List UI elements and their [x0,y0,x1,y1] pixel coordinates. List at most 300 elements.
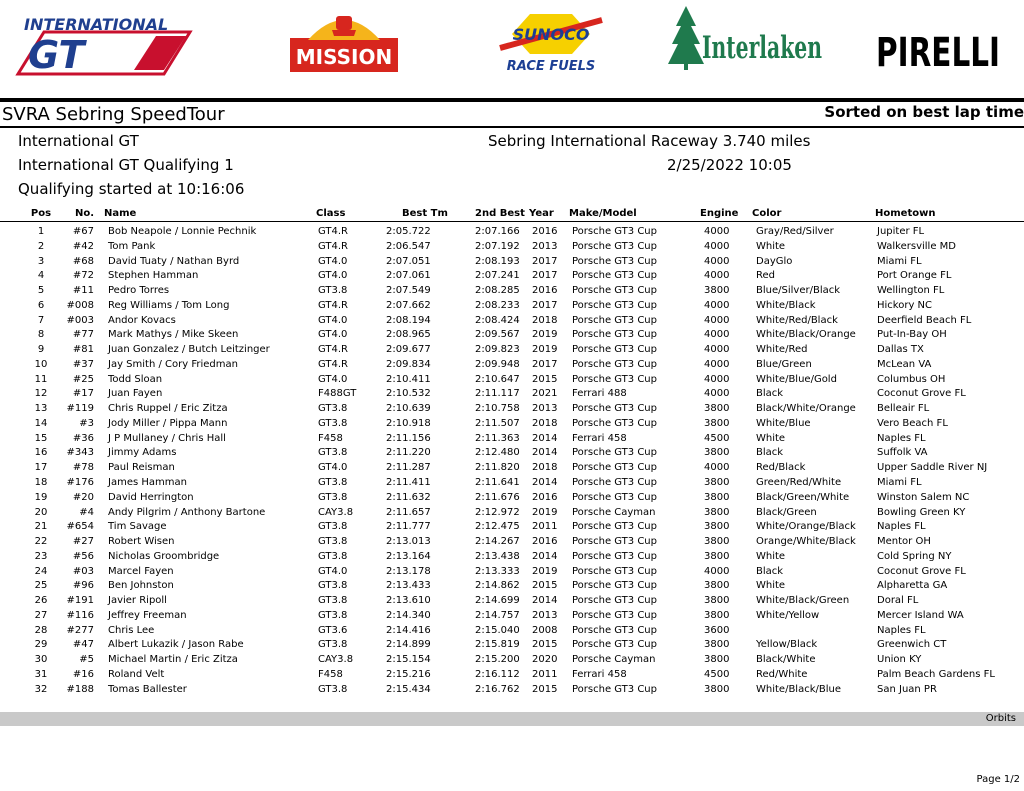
page-number: Page 1/2 [976,774,1020,785]
sunoco-logo [490,8,612,74]
cell-color: White [756,580,786,592]
cell-best2: 2:10.758 [475,403,520,415]
cell-make: Porsche Cayman [572,654,656,666]
cell-make: Porsche GT3 Cup [572,565,657,577]
cell-best: 2:13.164 [386,550,431,562]
cell-home: Walkersville MD [877,240,956,252]
pirelli-logo [872,8,1004,74]
cell-name: Tom Pank [108,240,156,252]
cell-home: Miami FL [877,477,922,489]
cell-best: 2:07.061 [386,270,431,282]
cell-color: Black/Green [756,506,817,518]
cell-best: 2:14.899 [386,639,431,651]
cell-engine: 3600 [704,624,730,636]
table-row [0,624,1024,639]
interlaken-logo [672,4,824,72]
table-row [0,446,1024,461]
cell-class: GT3.8 [318,491,348,503]
table-row [0,683,1024,698]
cell-engine: 4000 [704,344,730,356]
cell-best2: 2:14.757 [475,609,520,621]
cell-name: Stephen Hamman [108,270,199,282]
cell-color: Blue/Green [756,358,812,370]
cell-color: White/Black [756,299,816,311]
cell-engine: 3800 [704,536,730,548]
cell-best: 2:08.194 [386,314,431,326]
cell-color: Black/White [756,654,816,666]
cell-engine: 3800 [704,521,730,533]
cell-class: GT4.0 [318,255,348,267]
cell-name: David Tuaty / Nathan Byrd [108,255,240,267]
cell-engine: 3800 [704,506,730,518]
cell-make: Porsche GT3 Cup [572,344,657,356]
cell-year: 2020 [532,654,558,666]
cell-best2: 2:07.192 [475,240,520,252]
cell-best2: 2:08.424 [475,314,520,326]
cell-class: GT3.8 [318,403,348,415]
cell-make: Porsche GT3 Cup [572,595,657,607]
cell-home: Coconut Grove FL [877,565,966,577]
table-row [0,579,1024,594]
cell-pos: 13 [34,403,48,415]
cell-pos: 3 [37,255,45,267]
cell-home: Upper Saddle River NJ [877,462,988,474]
cell-class: GT3.8 [318,417,348,429]
cell-class: CAY3.8 [318,506,354,518]
cell-best2: 2:15.819 [475,639,520,651]
cell-year: 2017 [532,358,558,370]
sunoco-logo-wordmark: SUNOCO [512,25,590,44]
table-row [0,225,1024,240]
cell-engine: 3800 [704,403,730,415]
cell-name: James Hamman [108,477,187,489]
cell-year: 2017 [532,270,558,282]
header-top-rule [0,98,1024,102]
cell-year: 2015 [532,639,558,651]
cell-best: 2:11.411 [386,477,431,489]
cell-color: Black [756,565,784,577]
cell-best: 2:10.411 [386,373,431,385]
cell-home: Dallas TX [877,344,924,356]
cell-year: 2016 [532,536,558,548]
cell-pos: 31 [34,668,48,680]
table-row [0,358,1024,373]
cell-best: 2:11.777 [386,521,431,533]
cell-no: #008 [66,299,94,311]
cell-best2: 2:12.480 [475,447,520,459]
cell-engine: 3800 [704,609,730,621]
table-row [0,417,1024,432]
cell-best2: 2:07.166 [475,226,520,237]
cell-best2: 2:09.567 [475,329,520,341]
cell-best: 2:15.154 [386,654,431,666]
cell-color: White [756,432,786,444]
cell-class: GT4.0 [318,462,348,474]
cell-class: GT4.R [318,226,348,237]
cell-name: Paul Reisman [108,462,175,474]
table-row [0,387,1024,402]
cell-name: Tim Savage [108,521,167,533]
cell-best2: 2:16.112 [475,668,520,680]
cell-no: #191 [66,595,94,607]
cell-color: Red [756,270,775,282]
cell-color: White/Black/Orange [756,329,856,341]
cell-best: 2:14.340 [386,609,431,621]
col-best2: 2nd Best [475,208,525,219]
cell-class: GT3.8 [318,447,348,459]
cell-make: Porsche GT3 Cup [572,255,657,267]
cell-class: GT4.0 [318,373,348,385]
cell-best2: 2:11.676 [475,491,520,503]
cell-no: #5 [79,654,94,666]
cell-best2: 2:08.193 [475,255,520,267]
cell-year: 2014 [532,477,558,489]
cell-no: #11 [72,285,94,297]
cell-home: Doral FL [877,595,919,607]
col-make: Make/Model [569,208,637,219]
cell-home: Port Orange FL [877,270,952,282]
igt-logo-wordmark-main: GT [28,33,85,77]
cell-best: 2:06.547 [386,240,431,252]
cell-class: GT3.8 [318,580,348,592]
cell-pos: 20 [34,506,48,518]
table-row [0,491,1024,506]
cell-pos: 12 [34,388,48,400]
cell-no: #77 [72,329,94,341]
col-home: Hometown [875,208,936,219]
cell-make: Porsche GT3 Cup [572,639,657,651]
cell-best2: 2:08.233 [475,299,520,311]
cell-home: McLean VA [877,358,932,370]
cell-best: 2:09.677 [386,344,431,356]
cell-class: GT4.R [318,358,348,370]
cell-best: 2:11.156 [386,432,431,444]
event-title: SVRA Sebring SpeedTour [2,104,225,125]
cell-name: Reg Williams / Tom Long [108,299,230,311]
cell-best2: 2:14.862 [475,580,520,592]
cell-color: White/Yellow [756,609,820,621]
cell-engine: 4000 [704,565,730,577]
cell-name: Chris Lee [108,624,155,636]
cell-home: San Juan PR [877,683,937,695]
col-color: Color [752,208,782,219]
cell-color: White/Red [756,344,808,356]
table-row [0,638,1024,653]
cell-class: GT3.8 [318,683,348,695]
footer-bar [0,712,1024,726]
cell-pos: 15 [34,432,48,444]
cell-pos: 24 [34,565,48,577]
cell-best2: 2:16.762 [475,683,520,695]
cell-home: Belleair FL [877,403,930,415]
cell-year: 2017 [532,299,558,311]
cell-class: F458 [318,432,343,444]
cell-make: Porsche GT3 Cup [572,521,657,533]
cell-make: Porsche GT3 Cup [572,683,657,695]
cell-class: GT4.0 [318,270,348,282]
cell-best2: 2:14.267 [475,536,520,548]
cell-name: Jeffrey Freeman [108,609,187,621]
footer-brand: Orbits [985,713,1016,724]
session-start-time: Qualifying started at 10:16:06 [18,180,245,198]
cell-class: GT3.8 [318,477,348,489]
cell-name: David Herrington [108,491,194,503]
cell-home: Mentor OH [877,536,931,548]
cell-best2: 2:09.948 [475,358,520,370]
cell-pos: 32 [34,683,48,695]
cell-name: Robert Wisen [108,536,175,548]
cell-home: Coconut Grove FL [877,388,966,400]
cell-year: 2015 [532,683,558,695]
cell-make: Porsche GT3 Cup [572,240,657,252]
cell-engine: 3800 [704,417,730,429]
cell-pos: 18 [34,477,48,489]
cell-color: White/Orange/Black [756,521,856,533]
cell-year: 2016 [532,285,558,297]
cell-class: GT4.0 [318,329,348,341]
cell-no: #176 [66,477,94,489]
cell-best: 2:05.722 [386,226,431,237]
table-row [0,314,1024,329]
cell-pos: 19 [34,491,48,503]
cell-engine: 4500 [704,668,730,680]
cell-no: #42 [72,240,94,252]
cell-home: Bowling Green KY [877,506,966,518]
cell-pos: 26 [34,595,48,607]
cell-engine: 4000 [704,358,730,370]
cell-pos: 8 [37,329,45,341]
cell-make: Porsche GT3 Cup [572,609,657,621]
cell-best2: 2:11.820 [475,462,520,474]
cell-engine: 3800 [704,491,730,503]
cell-no: #277 [66,624,94,636]
cell-no: #27 [72,536,94,548]
cell-best: 2:07.051 [386,255,431,267]
cell-no: #654 [66,521,94,533]
cell-pos: 21 [34,521,48,533]
cell-engine: 4000 [704,314,730,326]
cell-pos: 16 [34,447,48,459]
cell-home: Palm Beach Gardens FL [877,668,995,680]
cell-color: Green/Red/White [756,477,842,489]
cell-class: GT3.8 [318,639,348,651]
cell-no: #25 [72,373,94,385]
cell-year: 2018 [532,314,558,326]
cell-pos: 23 [34,550,48,562]
cell-color: Black/Green/White [756,491,850,503]
cell-best: 2:10.639 [386,403,431,415]
cell-make: Porsche GT3 Cup [572,270,657,282]
cell-class: GT3.8 [318,521,348,533]
cell-home: Winston Salem NC [877,491,970,503]
cell-class: F488GT [318,388,357,400]
cell-best2: 2:13.438 [475,550,520,562]
cell-year: 2016 [532,226,558,237]
cell-year: 2015 [532,580,558,592]
cell-best: 2:11.287 [386,462,431,474]
cell-class: F458 [318,668,343,680]
table-row [0,402,1024,417]
cell-class: CAY3.8 [318,654,354,666]
table-row [0,284,1024,299]
cell-no: #67 [72,226,94,237]
cell-name: Juan Gonzalez / Butch Leitzinger [108,344,270,356]
cell-engine: 3800 [704,654,730,666]
cell-make: Porsche GT3 Cup [572,373,657,385]
cell-color: Black/White/Orange [756,403,856,415]
cell-year: 2018 [532,462,558,474]
cell-color: White/Blue/Gold [756,373,837,385]
cell-engine: 3800 [704,477,730,489]
cell-no: #343 [66,447,94,459]
cell-color: Red/Black [756,462,806,474]
results-table-header [0,208,1024,222]
cell-engine: 4000 [704,240,730,252]
igt-logo-wordmark-top: INTERNATIONAL [24,15,169,34]
cell-make: Porsche GT3 Cup [572,358,657,370]
cell-best: 2:10.918 [386,417,431,429]
cell-name: Ben Johnston [108,580,174,592]
cell-best2: 2:11.363 [475,432,520,444]
cell-year: 2014 [532,432,558,444]
cell-name: Marcel Fayen [108,565,174,577]
cell-color: Yellow/Black [756,639,818,651]
col-year: Year [529,208,554,219]
cell-home: Naples FL [877,432,926,444]
cell-engine: 4000 [704,226,730,237]
cell-best: 2:08.965 [386,329,431,341]
col-no: No. [74,208,94,219]
results-table-body [0,225,1024,698]
cell-pos: 30 [34,654,48,666]
cell-engine: 4000 [704,388,730,400]
cell-pos: 4 [37,270,45,282]
cell-home: Cold Spring NY [877,550,952,562]
table-row [0,476,1024,491]
cell-no: #17 [72,388,94,400]
cell-name: Javier Ripoll [108,595,167,607]
cell-pos: 27 [34,609,48,621]
cell-best2: 2:09.823 [475,344,520,356]
cell-year: 2021 [532,388,558,400]
cell-no: #188 [66,683,94,695]
cell-best2: 2:12.972 [475,506,520,518]
cell-name: Albert Lukazik / Jason Rabe [108,639,244,651]
sunoco-logo-subtitle: RACE FUELS [506,59,596,74]
cell-class: GT4.0 [318,565,348,577]
cell-color: Black [756,447,784,459]
table-row [0,668,1024,683]
cell-home: Suffolk VA [877,447,928,459]
cell-make: Ferrari 458 [572,668,627,680]
cell-name: Jay Smith / Cory Friedman [108,358,238,370]
cell-year: 2014 [532,447,558,459]
cell-pos: 10 [34,358,48,370]
cell-best: 2:10.532 [386,388,431,400]
cell-year: 2017 [532,255,558,267]
cell-name: Michael Martin / Eric Zitza [108,654,238,666]
cell-color: White [756,240,786,252]
cell-pos: 25 [34,580,48,592]
cell-make: Porsche GT3 Cup [572,314,657,326]
cell-no: #03 [72,565,94,577]
table-row [0,535,1024,550]
cell-class: GT4.R [318,240,348,252]
cell-name: J P Mullaney / Chris Hall [108,432,226,444]
cell-make: Porsche GT3 Cup [572,477,657,489]
cell-year: 2019 [532,344,558,356]
cell-pos: 7 [37,314,45,326]
sort-note: Sorted on best lap time [824,103,1024,121]
cell-year: 2013 [532,403,558,415]
cell-class: GT3.8 [318,595,348,607]
cell-make: Porsche Cayman [572,506,656,518]
cell-best: 2:11.657 [386,506,431,518]
cell-no: #96 [72,580,94,592]
cell-name: Andy Pilgrim / Anthony Bartone [108,506,266,518]
mission-logo-wordmark: MISSION [295,45,393,69]
cell-color: White/Black/Blue [756,683,841,695]
cell-class: GT4.R [318,299,348,311]
cell-make: Porsche GT3 Cup [572,536,657,548]
table-row [0,594,1024,609]
cell-engine: 4000 [704,462,730,474]
mission-logo [288,4,400,74]
table-row [0,343,1024,358]
cell-name: Jimmy Adams [108,447,177,459]
cell-year: 2014 [532,595,558,607]
cell-best: 2:11.632 [386,491,431,503]
cell-year: 2018 [532,417,558,429]
cell-make: Porsche GT3 Cup [572,226,657,237]
cell-engine: 3800 [704,550,730,562]
cell-home: Deerfield Beach FL [877,314,972,326]
cell-home: Jupiter FL [877,226,925,237]
cell-pos: 29 [34,639,48,651]
cell-make: Porsche GT3 Cup [572,491,657,503]
cell-make: Porsche GT3 Cup [572,624,657,636]
table-header-rule [0,221,1024,222]
cell-year: 2011 [532,668,558,680]
cell-name: Nicholas Groombridge [108,550,220,562]
cell-no: #16 [72,668,94,680]
cell-name: Bob Neapole / Lonnie Pechnik [108,226,257,237]
cell-color: Gray/Red/Silver [756,226,834,237]
cell-home: Alpharetta GA [877,580,948,592]
cell-name: Jody Miller / Pippa Mann [108,417,228,429]
cell-class: GT3.8 [318,609,348,621]
cell-class: GT3.8 [318,550,348,562]
cell-best2: 2:13.333 [475,565,520,577]
table-row [0,520,1024,535]
cell-best2: 2:12.475 [475,521,520,533]
cell-best2: 2:08.285 [475,285,520,297]
cell-best: 2:13.433 [386,580,431,592]
cell-engine: 3800 [704,580,730,592]
cell-best: 2:09.834 [386,358,431,370]
cell-color: White/Blue [756,417,811,429]
table-row [0,269,1024,284]
cell-pos: 5 [37,285,45,297]
cell-make: Ferrari 488 [572,388,627,400]
cell-no: #37 [72,358,94,370]
cell-best: 2:13.013 [386,536,431,548]
cell-year: 2019 [532,329,558,341]
cell-home: Greenwich CT [877,639,947,651]
cell-no: #47 [72,639,94,651]
cell-no: #72 [72,270,94,282]
cell-year: 2016 [532,491,558,503]
